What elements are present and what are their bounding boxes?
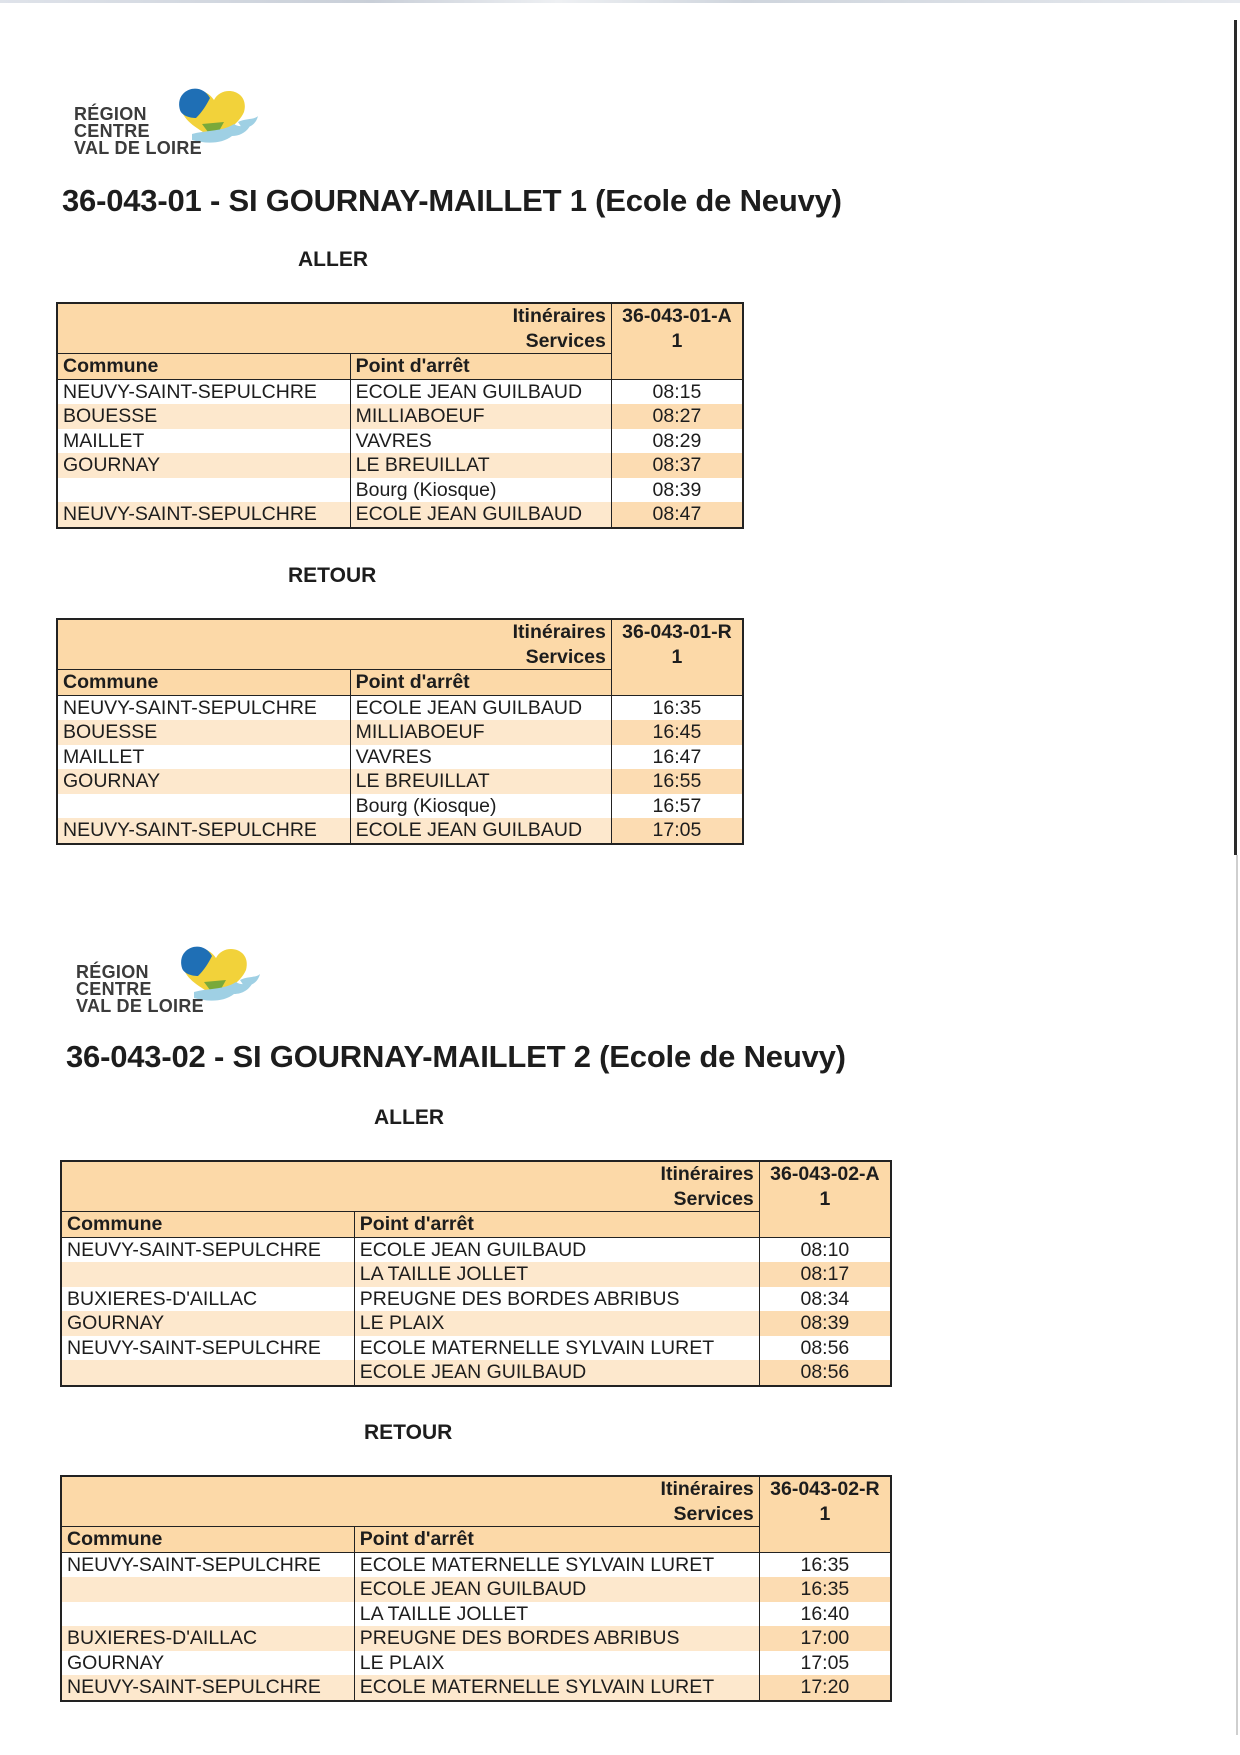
timetable-aller	[56, 302, 744, 529]
page-title: 36-043-01 - SI GOURNAY-MAILLET 1 (Ecole de Neuvy)	[62, 183, 842, 218]
table-row	[57, 478, 743, 503]
commune-cell: NEUVY-SAINT-SEPULCHRE	[61, 1336, 354, 1361]
header-row	[61, 1161, 891, 1187]
time-cell: 16:45	[611, 720, 743, 745]
arret-cell: LE PLAIX	[354, 1651, 759, 1676]
arret-header: Point d'arrêt	[354, 1527, 759, 1553]
itinerary-code: 36-043-02-A	[759, 1161, 891, 1187]
table-row	[57, 794, 743, 819]
arret-cell: LA TAILLE JOLLET	[354, 1602, 759, 1627]
column-header-row	[61, 1527, 891, 1553]
table-row	[57, 745, 743, 770]
commune-cell: MAILLET	[57, 745, 350, 770]
table-row	[61, 1287, 891, 1312]
column-header-row	[57, 354, 743, 380]
services-label: Services	[57, 645, 611, 670]
arret-cell: LA TAILLE JOLLET	[354, 1262, 759, 1287]
itineraires-label: Itinéraires	[61, 1161, 759, 1187]
header-row	[57, 645, 743, 670]
arret-cell: Bourg (Kiosque)	[350, 794, 611, 819]
service-number: 1	[611, 645, 743, 670]
table-row	[57, 769, 743, 794]
commune-cell: NEUVY-SAINT-SEPULCHRE	[57, 502, 350, 528]
arret-cell: ECOLE JEAN GUILBAUD	[354, 1577, 759, 1602]
commune-cell: BOUESSE	[57, 404, 350, 429]
page-title: 36-043-02 - SI GOURNAY-MAILLET 2 (Ecole de Neuvy)	[66, 1039, 846, 1074]
logo-line-centre: CENTRE	[76, 979, 152, 999]
time-cell: 17:20	[759, 1675, 891, 1701]
commune-cell: NEUVY-SAINT-SEPULCHRE	[61, 1237, 354, 1262]
itineraires-label: Itinéraires	[61, 1476, 759, 1502]
arret-cell: PREUGNE DES BORDES ABRIBUS	[354, 1626, 759, 1651]
logo-line-val-de-loire: VAL DE LOIRE	[74, 138, 202, 158]
arret-header: Point d'arrêt	[350, 354, 611, 380]
table-row	[61, 1577, 891, 1602]
arret-cell: ECOLE JEAN GUILBAUD	[354, 1360, 759, 1386]
commune-cell	[57, 478, 350, 503]
time-cell: 08:56	[759, 1336, 891, 1361]
time-cell: 16:57	[611, 794, 743, 819]
time-cell: 17:05	[759, 1651, 891, 1676]
time-cell: 08:39	[611, 478, 743, 503]
service-number: 1	[759, 1502, 891, 1527]
commune-cell: BOUESSE	[57, 720, 350, 745]
commune-cell: MAILLET	[57, 429, 350, 454]
commune-cell	[57, 794, 350, 819]
commune-cell	[61, 1360, 354, 1386]
arret-cell: ECOLE MATERNELLE SYLVAIN LURET	[354, 1336, 759, 1361]
time-header-blank	[759, 1212, 891, 1238]
header-row	[61, 1187, 891, 1212]
table-row	[61, 1336, 891, 1361]
arret-cell: MILLIABOEUF	[350, 720, 611, 745]
arret-cell: ECOLE MATERNELLE SYLVAIN LURET	[354, 1675, 759, 1701]
table-row	[61, 1626, 891, 1651]
services-label: Services	[61, 1502, 759, 1527]
logo-line-centre: CENTRE	[74, 121, 150, 141]
itinerary-code: 36-043-01-A	[611, 303, 743, 329]
arret-cell: VAVRES	[350, 429, 611, 454]
direction-label-aller: ALLER	[298, 248, 368, 271]
table-row	[57, 379, 743, 404]
time-cell: 08:47	[611, 502, 743, 528]
table-row	[57, 720, 743, 745]
scan-edge-right	[1234, 20, 1237, 855]
time-cell: 08:10	[759, 1237, 891, 1262]
table-row	[57, 695, 743, 720]
table-row	[61, 1311, 891, 1336]
table-row	[61, 1675, 891, 1701]
time-cell: 16:47	[611, 745, 743, 770]
table-row	[61, 1360, 891, 1386]
commune-cell	[61, 1602, 354, 1627]
service-number: 1	[611, 329, 743, 354]
itineraires-label: Itinéraires	[57, 619, 611, 645]
commune-cell: GOURNAY	[61, 1651, 354, 1676]
header-row	[61, 1502, 891, 1527]
table-row	[57, 404, 743, 429]
logo-text	[74, 106, 202, 157]
time-header-blank	[611, 354, 743, 380]
time-cell: 08:34	[759, 1287, 891, 1312]
commune-cell: NEUVY-SAINT-SEPULCHRE	[57, 818, 350, 844]
commune-cell: NEUVY-SAINT-SEPULCHRE	[57, 695, 350, 720]
arret-cell: ECOLE JEAN GUILBAUD	[354, 1237, 759, 1262]
time-cell: 17:05	[611, 818, 743, 844]
arret-cell: ECOLE JEAN GUILBAUD	[350, 502, 611, 528]
time-header-blank	[759, 1527, 891, 1553]
commune-cell: GOURNAY	[57, 453, 350, 478]
arret-header: Point d'arrêt	[350, 670, 611, 696]
commune-header: Commune	[57, 354, 350, 380]
arret-cell: PREUGNE DES BORDES ABRIBUS	[354, 1287, 759, 1312]
region-logo	[76, 940, 256, 1028]
table-row	[61, 1262, 891, 1287]
time-cell: 08:17	[759, 1262, 891, 1287]
header-row	[61, 1476, 891, 1502]
time-cell: 16:35	[759, 1577, 891, 1602]
scan-edge-top	[0, 0, 1240, 3]
table-row	[61, 1552, 891, 1577]
commune-header: Commune	[57, 670, 350, 696]
services-label: Services	[57, 329, 611, 354]
commune-cell	[61, 1262, 354, 1287]
arret-cell: Bourg (Kiosque)	[350, 478, 611, 503]
timetable-retour	[60, 1475, 892, 1702]
time-cell: 08:15	[611, 379, 743, 404]
table-row	[61, 1602, 891, 1627]
arret-header: Point d'arrêt	[354, 1212, 759, 1238]
table-row	[57, 818, 743, 844]
timetable-aller	[60, 1160, 892, 1387]
arret-cell: VAVRES	[350, 745, 611, 770]
logo-line-val-de-loire: VAL DE LOIRE	[76, 996, 204, 1016]
table-row	[57, 453, 743, 478]
commune-header: Commune	[61, 1212, 354, 1238]
header-row	[57, 303, 743, 329]
time-cell: 08:27	[611, 404, 743, 429]
time-cell: 17:00	[759, 1626, 891, 1651]
direction-label-retour: RETOUR	[364, 1421, 453, 1444]
services-label: Services	[61, 1187, 759, 1212]
commune-cell: BUXIERES-D'AILLAC	[61, 1287, 354, 1312]
arret-cell: LE PLAIX	[354, 1311, 759, 1336]
scan-edge-right-lower	[1236, 855, 1238, 1735]
direction-label-aller: ALLER	[374, 1106, 444, 1129]
direction-label-retour: RETOUR	[288, 564, 377, 587]
logo-line-region: RÉGION	[76, 962, 149, 982]
commune-cell: NEUVY-SAINT-SEPULCHRE	[61, 1552, 354, 1577]
time-header-blank	[611, 670, 743, 696]
arret-cell: ECOLE JEAN GUILBAUD	[350, 695, 611, 720]
arret-cell: MILLIABOEUF	[350, 404, 611, 429]
itineraires-label: Itinéraires	[57, 303, 611, 329]
timetable-retour	[56, 618, 744, 845]
commune-cell	[61, 1577, 354, 1602]
itinerary-code: 36-043-01-R	[611, 619, 743, 645]
time-cell: 16:40	[759, 1602, 891, 1627]
commune-cell: GOURNAY	[61, 1311, 354, 1336]
column-header-row	[61, 1212, 891, 1238]
commune-cell: GOURNAY	[57, 769, 350, 794]
commune-cell: BUXIERES-D'AILLAC	[61, 1626, 354, 1651]
time-cell: 08:56	[759, 1360, 891, 1386]
commune-header: Commune	[61, 1527, 354, 1553]
logo-line-region: RÉGION	[74, 104, 147, 124]
region-logo	[74, 82, 254, 170]
itinerary-code: 36-043-02-R	[759, 1476, 891, 1502]
service-number: 1	[759, 1187, 891, 1212]
arret-cell: LE BREUILLAT	[350, 453, 611, 478]
arret-cell: LE BREUILLAT	[350, 769, 611, 794]
header-row	[57, 329, 743, 354]
time-cell: 16:35	[759, 1552, 891, 1577]
commune-cell: NEUVY-SAINT-SEPULCHRE	[61, 1675, 354, 1701]
header-row	[57, 619, 743, 645]
arret-cell: ECOLE JEAN GUILBAUD	[350, 379, 611, 404]
table-row	[61, 1651, 891, 1676]
table-row	[61, 1237, 891, 1262]
time-cell: 16:35	[611, 695, 743, 720]
logo-text	[76, 964, 204, 1015]
time-cell: 08:39	[759, 1311, 891, 1336]
time-cell: 16:55	[611, 769, 743, 794]
arret-cell: ECOLE JEAN GUILBAUD	[350, 818, 611, 844]
table-row	[57, 429, 743, 454]
arret-cell: ECOLE MATERNELLE SYLVAIN LURET	[354, 1552, 759, 1577]
table-row	[57, 502, 743, 528]
time-cell: 08:37	[611, 453, 743, 478]
commune-cell: NEUVY-SAINT-SEPULCHRE	[57, 379, 350, 404]
column-header-row	[57, 670, 743, 696]
time-cell: 08:29	[611, 429, 743, 454]
